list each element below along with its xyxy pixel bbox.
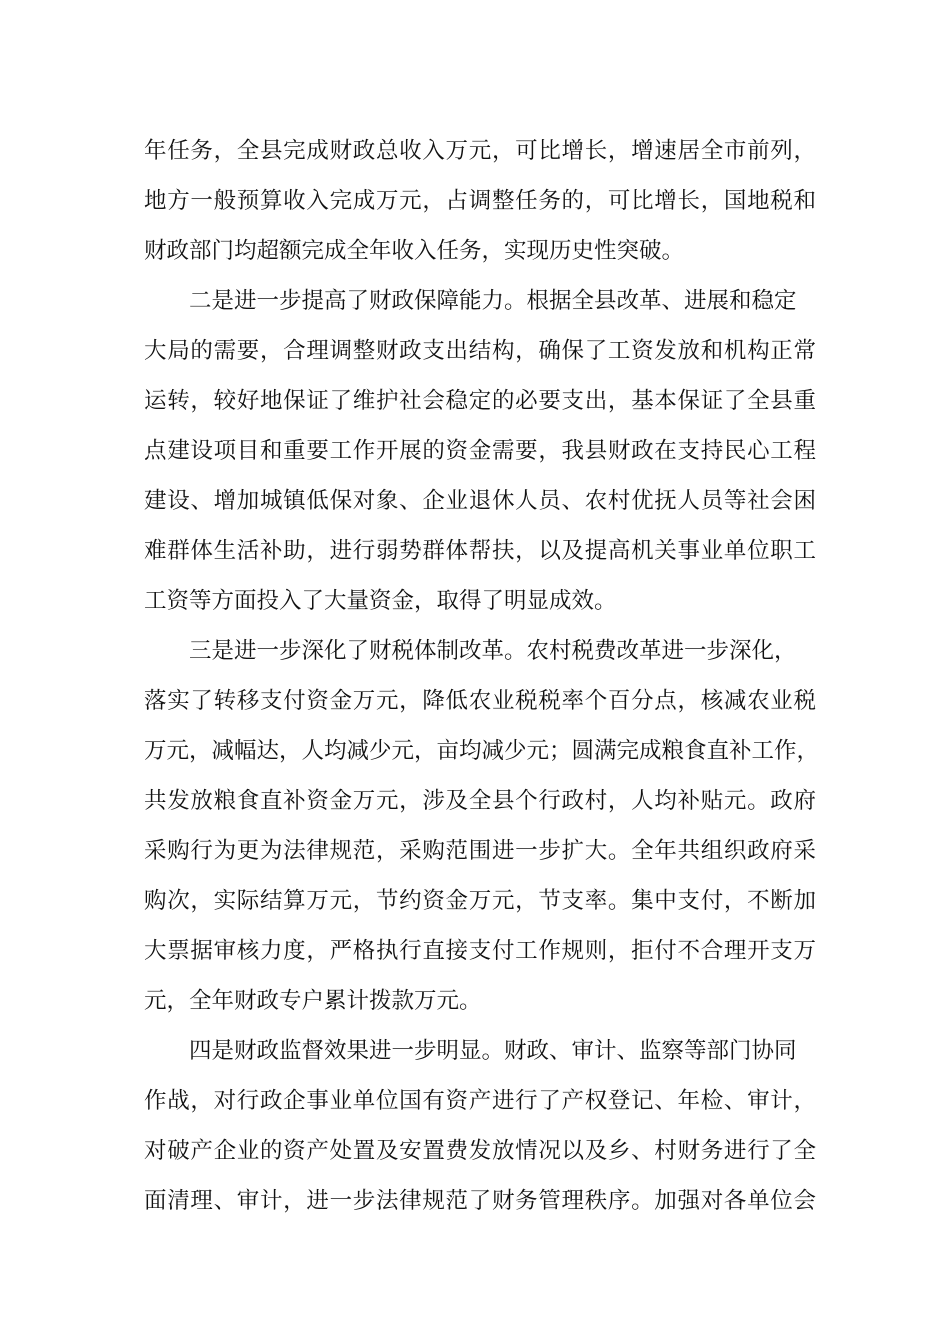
text-line: 面清理、审计，进一步法律规范了财务管理秩序。加强对各单位会 <box>144 1188 816 1214</box>
text-line: 落实了转移支付资金万元，降低农业税税率个百分点，核减农业税 <box>144 688 816 714</box>
text-line: 购次，实际结算万元，节约资金万元，节支率。集中支付，不断加 <box>144 888 816 914</box>
paragraph-first-line: 四是财政监督效果进一步明显。财政、审计、监察等部门协同 <box>189 1038 797 1064</box>
text-line: 采购行为更为法律规范，采购范围进一步扩大。全年共组织政府采 <box>144 838 816 864</box>
text-line: 万元，减幅达，人均减少元，亩均减少元；圆满完成粮食直补工作， <box>144 738 820 764</box>
text-line: 财政部门均超额完成全年收入任务，实现历史性突破。 <box>144 238 685 264</box>
text-line: 点建设项目和重要工作开展的资金需要，我县财政在支持民心工程 <box>144 438 816 464</box>
paragraph-first-line: 二是进一步提高了财政保障能力。根据全县改革、进展和稳定 <box>189 288 797 314</box>
text-line: 难群体生活补助，进行弱势群体帮扶，以及提高机关事业单位职工 <box>144 538 816 564</box>
paragraph-first-line: 三是进一步深化了财税体制改革。农村税费改革进一步深化， <box>189 638 797 664</box>
text-line: 作战，对行政企事业单位国有资产进行了产权登记、年检、审计， <box>144 1088 816 1114</box>
text-line: 大局的需要，合理调整财政支出结构，确保了工资发放和机构正常 <box>144 338 816 364</box>
text-line: 元，全年财政专户累计拨款万元。 <box>144 988 482 1014</box>
text-line: 工资等方面投入了大量资金，取得了明显成效。 <box>144 588 617 614</box>
text-line: 共发放粮食直补资金万元，涉及全县个行政村，人均补贴元。政府 <box>144 788 816 814</box>
text-line: 运转，较好地保证了维护社会稳定的必要支出，基本保证了全县重 <box>144 388 816 414</box>
text-line: 地方一般预算收入完成万元，占调整任务的，可比增长，国地税和 <box>144 188 816 214</box>
text-line: 大票据审核力度，严格执行直接支付工作规则，拒付不合理开支万 <box>144 938 816 964</box>
text-line: 年任务，全县完成财政总收入万元，可比增长，增速居全市前列， <box>144 138 816 164</box>
text-line: 对破产企业的资产处置及安置费发放情况以及乡、村财务进行了全 <box>144 1138 816 1164</box>
text-line: 建设、增加城镇低保对象、企业退休人员、农村优抚人员等社会困 <box>144 488 816 514</box>
